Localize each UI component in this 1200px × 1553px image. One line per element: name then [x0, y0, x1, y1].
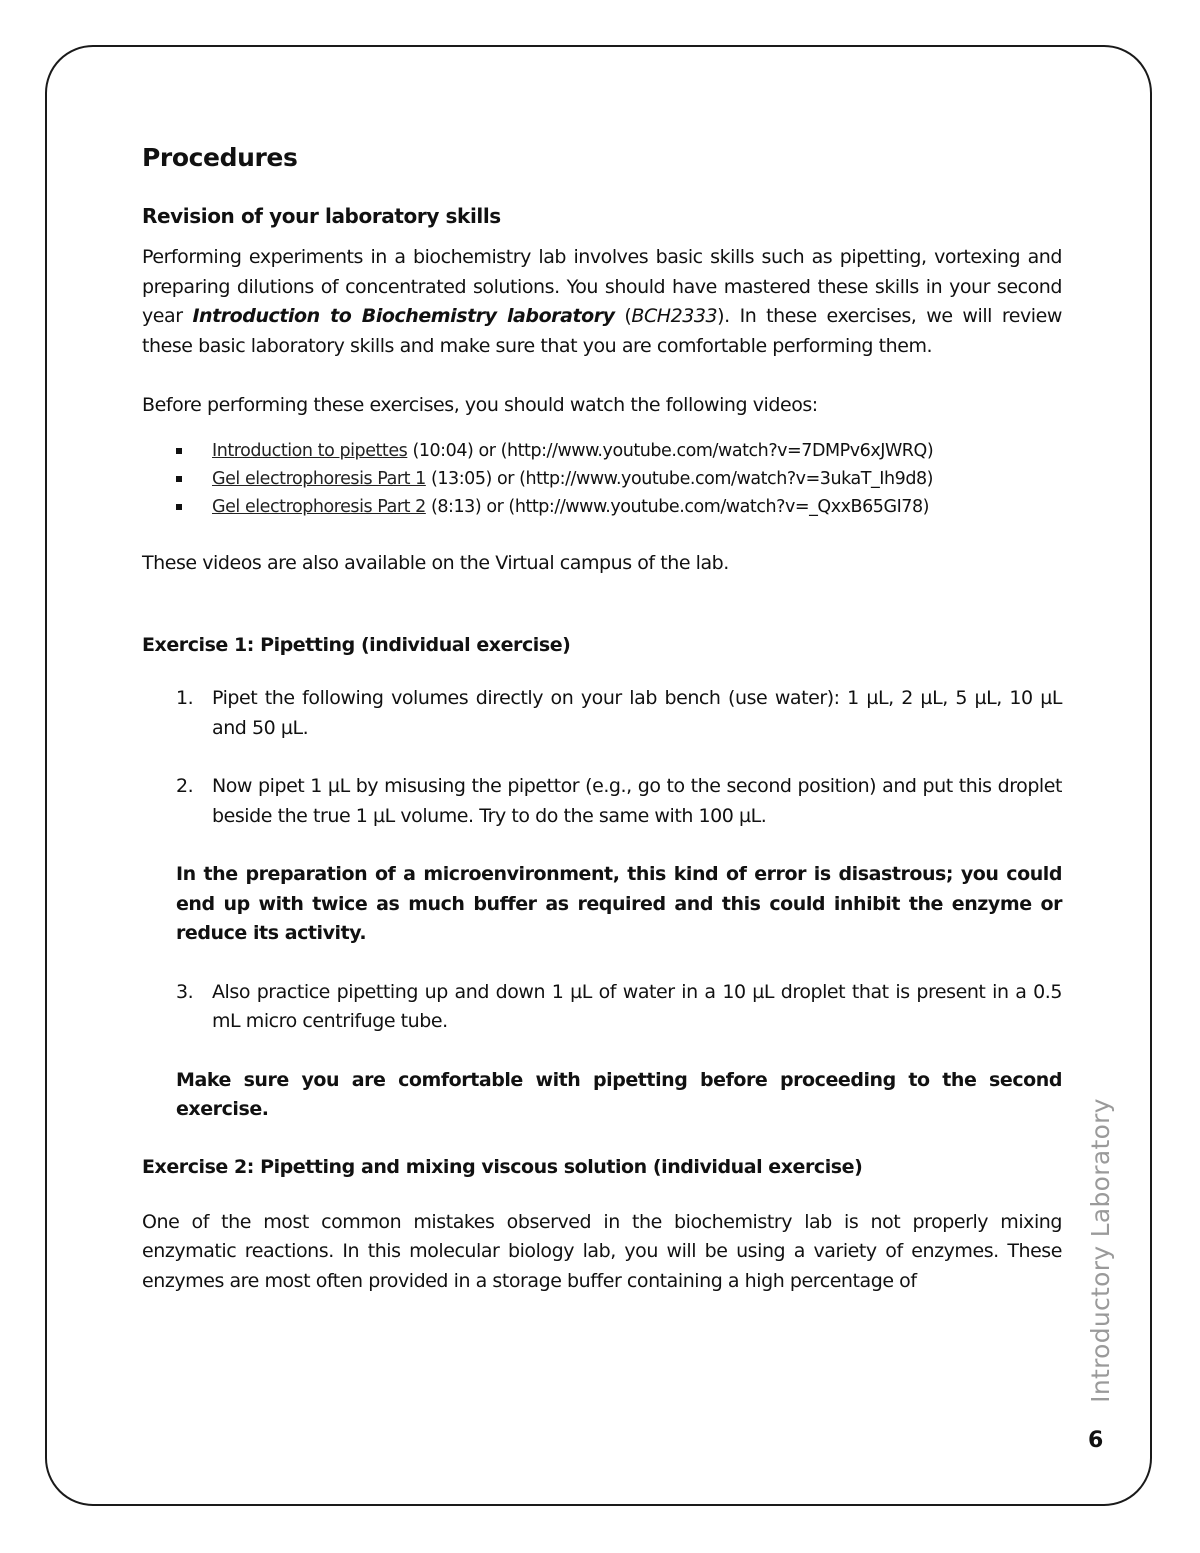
- video-detail: (10:04) or (http://www.youtube.com/watch?v=7DMPv6xJWRQ): [407, 440, 934, 461]
- step-number: 3.: [176, 980, 194, 1003]
- subsection-title: Revision of your laboratory skills: [142, 204, 501, 228]
- bullet-icon: [176, 448, 182, 454]
- list-item: [142, 465, 1062, 493]
- video-detail: (13:05) or (http://www.youtube.com/watch?v=3ukaT_Ih9d8): [425, 468, 934, 489]
- intro-text-1: Performing experiments in a biochemistry lab involves basic skills such as pipetting, vortexing and preparing dilutions of concentrated solutions. You should have mastered these skills in your second year: [142, 246, 1062, 327]
- list-item: [142, 437, 1062, 465]
- exercise-1-title: Exercise 1: Pipetting (individual exercise): [142, 634, 571, 656]
- video-detail: (8:13) or (http://www.youtube.com/watch?v=_QxxB65GI78): [425, 496, 930, 517]
- step-text: Also practice pipetting up and down 1 µL of water in a 10 µL droplet that is present in a 0.5 mL micro centrifuge tube.: [212, 980, 1062, 1032]
- video-list: [142, 437, 1062, 521]
- list-item: [142, 978, 1062, 1037]
- section-title: Procedures: [142, 143, 298, 172]
- intro-text-2: ). In these exercises, we will review these basic laboratory skills and make sure that you are comfortable performing them.: [142, 305, 1062, 357]
- exercise-2-text: One of the most common mistakes observed in the biochemistry lab is not properly mixing enzymatic reactions. In this molecular biology lab, you will be using a variety of enzymes. These enzymes are most often provided in a storage buffer containing a high percentage of: [142, 1210, 1062, 1292]
- course-code: BCH2333: [631, 305, 718, 327]
- video-link-gel-part-2[interactable]: Gel electrophoresis Part 2: [212, 496, 426, 517]
- page-number: 6: [1088, 1428, 1104, 1453]
- error-warning: In the preparation of a microenvironment, this kind of error is disastrous; you could end up with twice as much buffer as required and this could inhibit the enzyme or reduce its activity.: [176, 863, 1062, 944]
- course-title: Introduction to Biochemistry laboratory: [192, 305, 615, 327]
- side-label: [1080, 1097, 1120, 1403]
- exercise-2-title: Exercise 2: Pipetting and mixing viscous solution (individual exercise): [142, 1155, 863, 1178]
- intro-paren: (: [614, 305, 632, 327]
- step-number: 2.: [176, 775, 194, 797]
- side-label-text: Introductory Laboratory: [1085, 1097, 1115, 1403]
- video-link-pipettes[interactable]: Introduction to pipettes: [212, 440, 408, 461]
- document-body: [142, 140, 1062, 1296]
- step-text: Pipet the following volumes directly on your lab bench (use water): 1 µL, 2 µL, 5 µL, 10 µL and 50 µL.: [212, 687, 1062, 739]
- list-item: [142, 772, 1062, 831]
- bullet-icon: [176, 504, 182, 510]
- step-text: Now pipet 1 µL by misusing the pipettor (e.g., go to the second position) and put this droplet beside the true 1 µL volume. Try to do the same with 100 µL.: [212, 775, 1062, 827]
- exercise-1-steps-continued: [142, 978, 1062, 1037]
- intro-paragraph: [142, 243, 1062, 361]
- bullet-icon: [176, 476, 182, 482]
- video-link-gel-part-1[interactable]: Gel electrophoresis Part 1: [212, 468, 426, 489]
- exercise-1-steps: [142, 684, 1062, 831]
- list-item: [142, 684, 1062, 743]
- comfort-note: Make sure you are comfortable with pipetting before proceeding to the second exercise.: [176, 1068, 1062, 1120]
- list-item: [142, 493, 1062, 521]
- videos-intro: Before performing these exercises, you should watch the following videos:: [142, 394, 818, 416]
- campus-note: These videos are also available on the Virtual campus of the lab.: [142, 551, 729, 574]
- step-number: 1.: [176, 687, 194, 709]
